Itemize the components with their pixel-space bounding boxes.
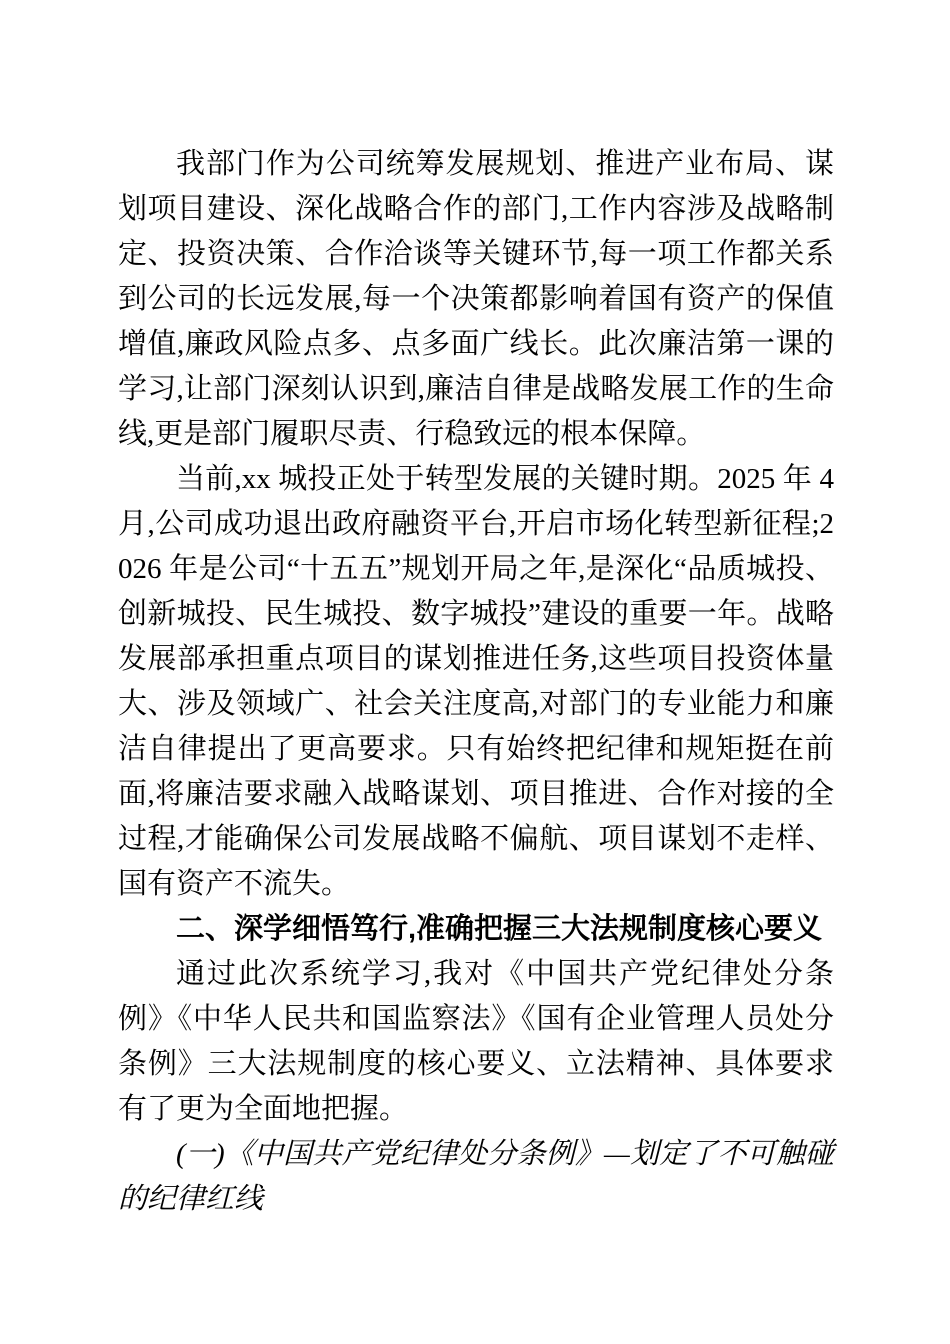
body-paragraph-2: 当前,xx 城投正处于转型发展的关键时期。2025 年 4 月,公司成功退出政府融资平台,开启市场化转型新征程;2026 年是公司“十五五”规划开局之年,是深化“品质城投、创新城投、民生城投、数字城投”建设的重要一年。战略发展部承担重点项目的谋划推进任务,这些项目投资体量大、涉及领域广、社会关注度高,对部门的专业能力和廉洁自律提出了更高要求。只有始终把纪律和规矩挺在前面,将廉洁要求融入战略谋划、项目推进、合作对接的全过程,才能确保公司发展战略不偏航、项目谋划不走样、国有资产不流失。 [118, 463, 834, 900]
section-heading: 二、深学细悟笃行,准确把握三大法规制度核心要义 [176, 913, 823, 945]
subsection-heading: (一)《中国共产党纪律处分条例》—划定了不可触碰的纪律红线 [118, 1138, 834, 1215]
body-paragraph-3: 通过此次系统学习,我对《中国共产党纪律处分条例》《中华人民共和国监察法》《国有企业管理人员处分条例》三大法规制度的核心要义、立法精神、具体要求有了更为全面地把握。 [118, 958, 834, 1125]
body-paragraph-1: 我部门作为公司统筹发展规划、推进产业布局、谋划项目建设、深化战略合作的部门,工作内容涉及战略制定、投资决策、合作洽谈等关键环节,每一项工作都关系到公司的长远发展,每一个决策都影响着国有资产的保值增值,廉政风险点多、点多面广线长。此次廉洁第一课的学习,让部门深刻认识到,廉洁自律是战略发展工作的生命线,更是部门履职尽责、行稳致远的根本保障。 [118, 148, 834, 450]
